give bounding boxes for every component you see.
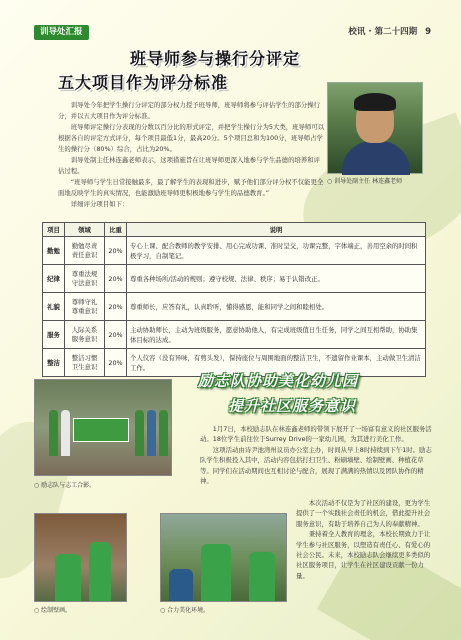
cell-weight: 20% (105, 321, 127, 349)
photo-caption: ○ 绘制壁画。 (34, 607, 72, 614)
group-photo (34, 379, 172, 476)
cell-domain: 人际关系 服务意识 (65, 321, 105, 349)
paragraph: 本次活动不仅是为了社区的建设，更为学生提供了一个实践社会责任的机会，借此提升社会服务意识，有助于培养自己为人的奉献精神。 (296, 499, 431, 528)
cell-item: 服务 (43, 321, 65, 349)
article-title: 励志队协助美化幼儿园 (198, 372, 359, 390)
cell-item: 勤勉 (43, 237, 65, 265)
article-subtitle: 提升社区服务意识 (228, 397, 357, 415)
article-body (200, 424, 432, 486)
paragraph: 详细评分项目如下： (70, 200, 129, 208)
table-row (43, 293, 426, 321)
section-tag: 训导处汇报 (34, 25, 89, 40)
paragraph: 1月7日，本校励志队在林连鑫老师的带领下展开了一场富有意义的社区服务活动。18位学生前往位于Surrey Drive的一家幼儿园，为其进行美化工作。 (200, 425, 432, 444)
cell-item: 礼貌 (43, 293, 65, 321)
cell-desc: 尊重师长，应答有礼，认真聆听，懂得感恩，能和同学之间和睦相处。 (127, 293, 426, 321)
article-body-side (296, 498, 436, 581)
table-row (43, 265, 426, 293)
score-table (42, 222, 426, 377)
photo-caption: ○ 励志队与志工合影。 (34, 482, 96, 489)
cell-item: 纪律 (43, 265, 65, 293)
photo-caption: ○ 合力美化环境。 (160, 607, 210, 614)
cell-weight: 20% (105, 293, 127, 321)
cell-weight: 20% (105, 237, 127, 265)
article-title: 班导师参与操行分评定 (130, 49, 301, 68)
cell-weight: 20% (105, 349, 127, 377)
table-row (43, 237, 426, 265)
cell-weight: 20% (105, 265, 127, 293)
cell-domain: 勤勉尽责 责任意识 (65, 237, 105, 265)
column-header: 领域 (65, 223, 105, 237)
cell-domain: 尊师守礼 尊重意识 (65, 293, 105, 321)
column-header: 项目 (43, 223, 65, 237)
paragraph: 班导师评定操行分表现的分数以百分比的形式评定，并把学生操行分为5大类，班导师可以根据各自的评定方式评分，每个项目最低1分，最高20分。5个项目总和为100分，班导师占学生的操行分（80%）综合，占比为20%。 (58, 123, 325, 153)
teacher-photo (327, 82, 423, 174)
cell-item: 整洁 (43, 349, 65, 377)
mural-photo (34, 513, 127, 602)
table-header-row (43, 223, 426, 237)
paragraph: 秉持着全人教育的理念，本校长期致力于让学生参与社区服务，以塑造有责任心、有爱心的社会公民。未来，本校励志队会继续更多类似的社区服务项目，让学生在社区建设贡献一份力量。 (296, 530, 431, 580)
page-number: 9 (425, 27, 431, 37)
table-row (43, 321, 426, 349)
cell-desc: 专心上课、配合教师的教学安排、用心完成功课、准时呈交，功课完整，字体端正，善用空余的时间积极学习，自制笔记。 (127, 237, 426, 265)
paragraph: 训导处制主任林连鑫老师表示，这项措施旨在让班导师更深入地参与学生品德的培养和评估过程。 (58, 156, 321, 175)
photo-caption: ○ 训导处副主任 林连鑫老师 (327, 178, 403, 185)
cleanup-photo (160, 513, 287, 602)
article-body (58, 100, 326, 210)
paragraph: 训导处今年把学生操行分评定的部分权力授予班导师，班导师将参与评估学生的部分操行分，并以五大项目作为评分标准。 (58, 101, 321, 120)
cell-domain: 尊重法规 守法意识 (65, 265, 105, 293)
article-subtitle: 五大项目作为评分标准 (58, 73, 229, 92)
cell-desc: 个人仪容（没有异味，有剪头发），保持座位与周围地面的整洁卫生，不遗留作业课本，主动做卫生清洁工作。 (127, 349, 426, 377)
newsletter-name: 校讯 · 第二十四期 (348, 27, 418, 37)
column-header: 说明 (127, 223, 426, 237)
paragraph: 这项活动由诗尹池湾州议员办公室主办，时间从早上8时持续到下午1时。励志队学生积极投入其中，活动内容包括打扫卫生、粉刷墙壁、绘制壁画、种植花草等。同学们在活动期间也互相讨论与配合，展现了满满的热情以及团队协作的精神。 (200, 445, 432, 486)
issue-header (348, 25, 431, 37)
cell-desc: 尊重各种场所/活动的规则；遵守校规、法律、秩序；易于认错改正。 (127, 265, 426, 293)
column-header: 比重 (105, 223, 127, 237)
cell-domain: 整洁习惯 卫生意识 (65, 349, 105, 377)
paragraph: “班导师与学生日常接触最多，最了解学生的表现和进步，赋予他们部分评分权不仅能更全面地反映学生的真实情况，也能激励班导师更积极地参与学生的品德教育。” (58, 178, 324, 197)
cell-desc: 主动协助师长，主动为班级服务，愿意协助他人，有完成班级值日生任务，同学之间互相帮助，协助集体目标的达成。 (127, 321, 426, 349)
